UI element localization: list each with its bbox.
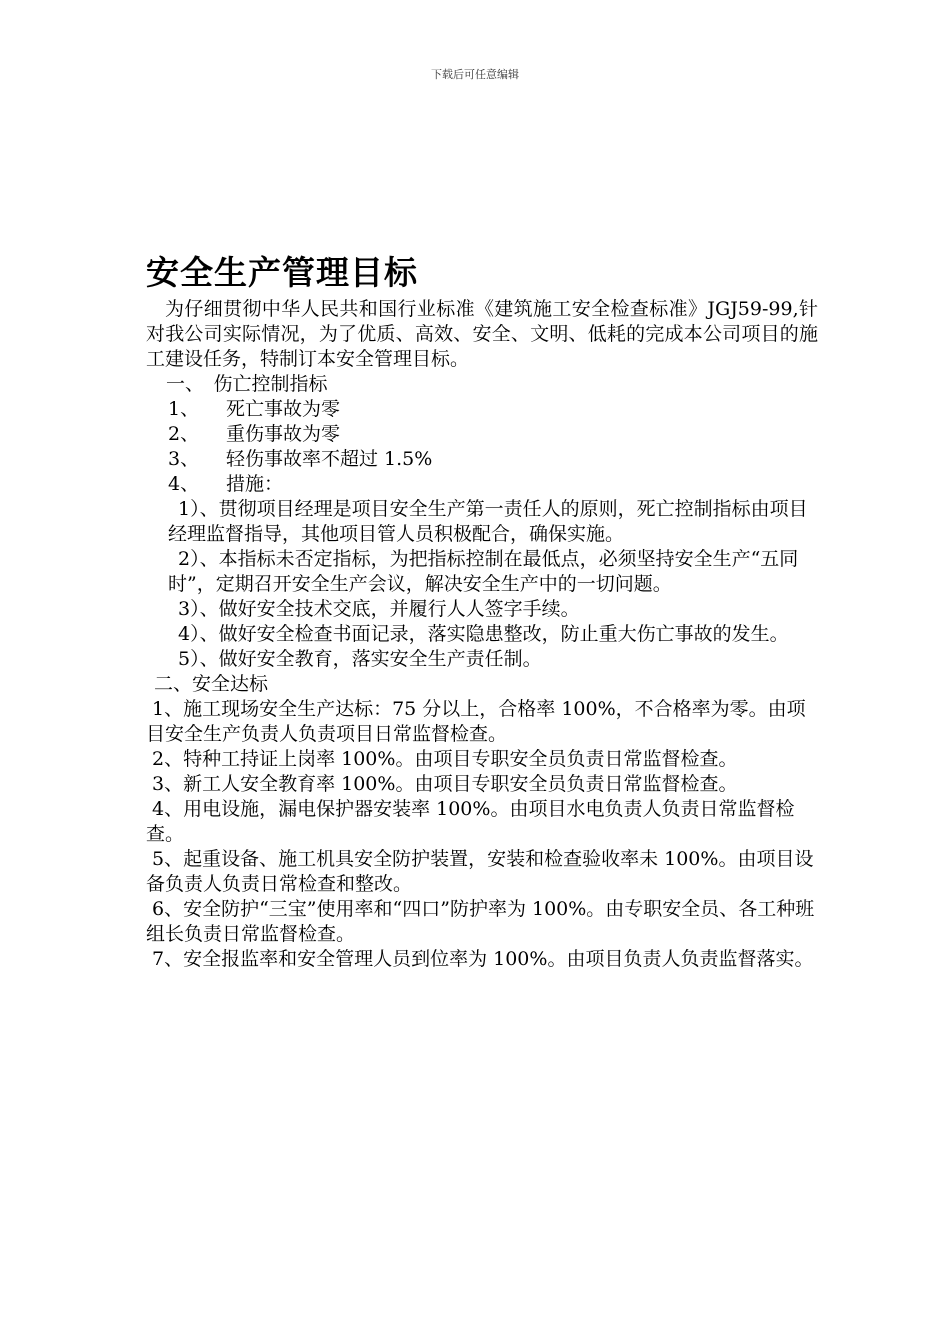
document-title: 安全生产管理目标 [146,253,418,292]
list-item [146,397,818,422]
item-number: 3、 [168,448,200,470]
item-text: 重伤事故为零 [226,423,341,445]
goal-item: 4、用电设施，漏电保护器安装率 100%。由项目水电负责人负责日常监督检查。 [146,798,795,845]
goal-item: 7、安全报监率和安全管理人员到位率为 100%。由项目负责人负责监督落实。 [152,948,814,970]
item-text: 轻伤事故率不超过 1.5% [226,448,433,470]
list-item [146,447,818,472]
item-text: 措施： [226,473,284,495]
item-number: 1、 [168,398,200,420]
goal-item: 3、新工人安全教育率 100%。由项目专职安全员负责日常监督检查。 [152,773,738,795]
document-body [146,297,818,972]
measure-item: 2）、本指标未否定指标，为把指标控制在最低点，必须坚持安全生产“五同时”，定期召开安全生产会议，解决安全生产中的一切问题。 [168,548,799,595]
item-text: 死亡事故为零 [226,398,341,420]
measure-item: 5）、做好安全教育，落实安全生产责任制。 [178,648,542,670]
section-1-heading: 一、 伤亡控制指标 [166,373,328,395]
intro-paragraph: 为仔细贯彻中华人民共和国行业标准《建筑施工安全检查标准》JGJ59-99,针对我公司实际情况，为了优质、高效、安全、文明、低耗的完成本公司项目的施工建设任务，特制订本安全管理目标。 [146,298,818,370]
measure-item: 4）、做好安全检查书面记录，落实隐患整改，防止重大伤亡事故的发生。 [178,623,789,645]
list-item [146,472,818,497]
header-note: 下载后可任意编辑 [431,68,519,81]
goal-item: 6、安全防护“三宝”使用率和“四口”防护率为 100%。由专职安全员、各工种班组长负责日常监督检查。 [146,898,815,945]
section-2-heading: 二、安全达标 [154,673,269,695]
item-number: 4、 [168,473,200,495]
measure-item: 1）、贯彻项目经理是项目安全生产第一责任人的原则，死亡控制指标由项目经理监督指导，其他项目管人员积极配合，确保实施。 [168,498,808,545]
item-number: 2、 [168,423,200,445]
measure-item: 3）、做好安全技术交底，并履行人人签字手续。 [178,598,580,620]
goal-item: 5、起重设备、施工机具安全防护装置，安装和检查验收率未 100%。由项目设备负责人负责日常检查和整改。 [146,848,814,895]
list-item [146,422,818,447]
goal-item: 1、施工现场安全生产达标：75 分以上，合格率 100%，不合格率为零。由项目安全生产负责人负责项目日常监督检查。 [146,698,806,745]
goal-item: 2、特种工持证上岗率 100%。由项目专职安全员负责日常监督检查。 [152,748,738,770]
